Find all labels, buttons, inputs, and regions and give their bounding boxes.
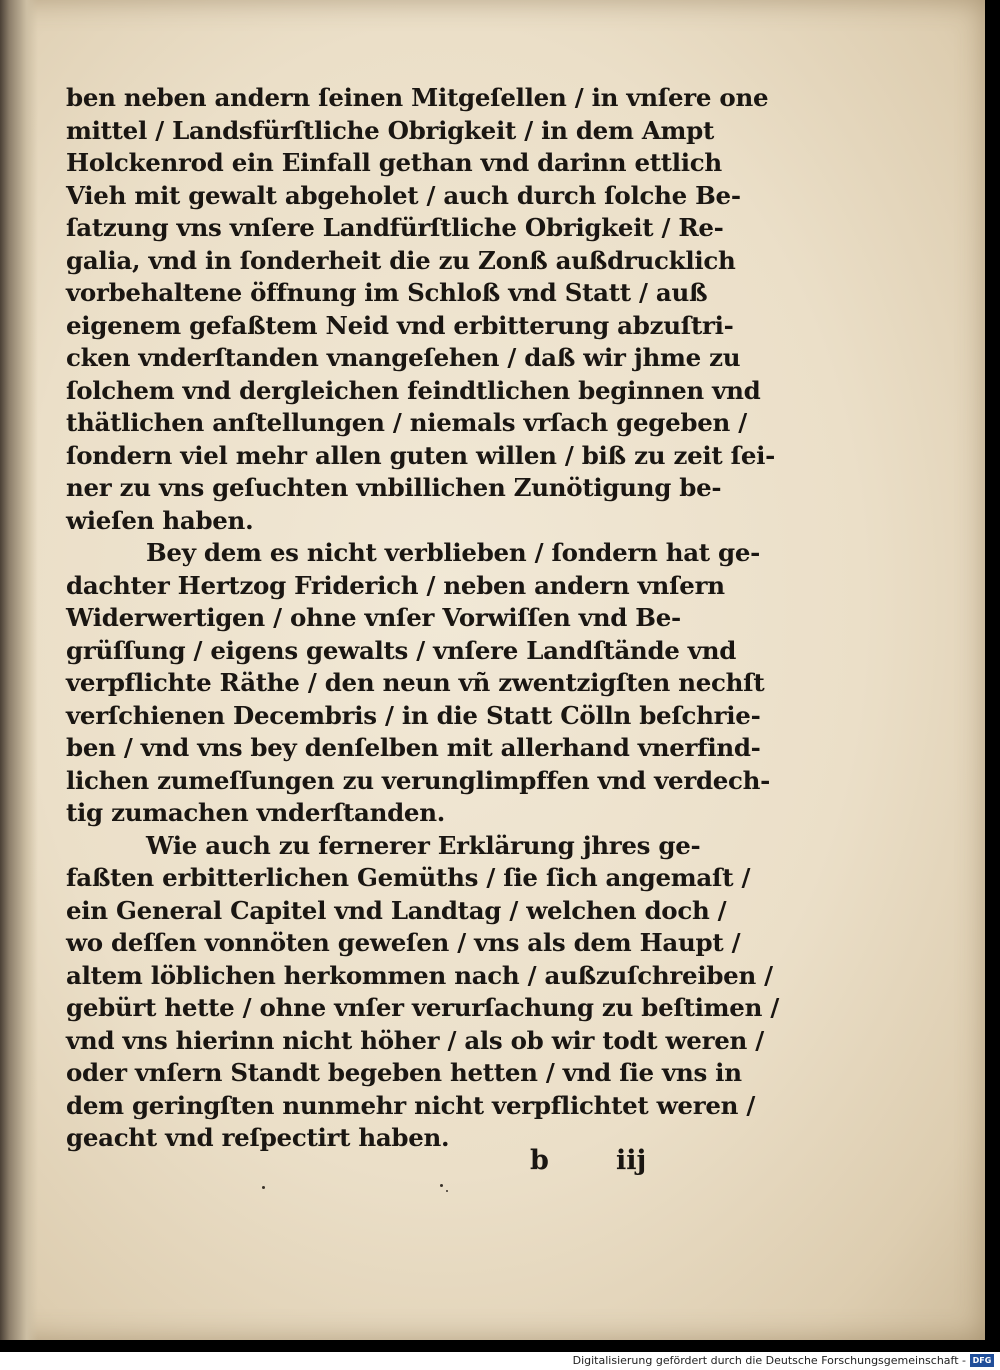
text-line: tig zumachen vnderſtanden. bbox=[66, 798, 445, 827]
page-text bbox=[66, 82, 779, 1155]
text-line: grüſſung / eigens gewalts / vnſere Landſtände vnd bbox=[66, 635, 737, 665]
text-line: ben neben andern ſeinen Mitgeſellen / in vnſere one bbox=[66, 83, 769, 112]
signature-letter: b bbox=[530, 1145, 549, 1176]
text-line: Holckenrod ein Einfall gethan vnd darinn ettlich bbox=[66, 148, 722, 177]
text-line: dachter Hertzog Friderich / neben andern vnſern bbox=[66, 570, 725, 600]
ink-speck bbox=[262, 1186, 265, 1189]
text-line: ein General Capitel vnd Landtag / welchen doch / bbox=[66, 895, 727, 925]
text-line: mittel / Landsfürſtliche Obrigkeit / in dem Ampt bbox=[66, 115, 714, 145]
ink-speck bbox=[446, 1190, 448, 1192]
text-line: vorbehaltene öffnung im Schloß vnd Statt / auß bbox=[66, 278, 708, 307]
text-line: vnd vns hierinn nicht höher / als ob wir todt weren / bbox=[66, 1025, 764, 1055]
text-line: dem geringſten nunmehr nicht verpflichtet weren / bbox=[66, 1090, 755, 1120]
text-line: faßten erbitterlichen Gemüths / ſie ſich angemaſt / bbox=[66, 863, 751, 892]
text-line: wieſen haben. bbox=[66, 505, 254, 535]
dfg-logo: DFG bbox=[970, 1354, 994, 1367]
funding-credit: Digitalisierung gefördert durch die Deutsche Forschungsgemeinschaft - bbox=[572, 1354, 966, 1367]
text-line: Widerwertigen / ohne vnſer Vorwiſſen vnd Be- bbox=[66, 603, 681, 632]
ink-speck bbox=[440, 1184, 443, 1187]
signature-number: iij bbox=[616, 1145, 647, 1176]
text-line: ſondern viel mehr allen guten willen / biß zu zeit ſei- bbox=[66, 440, 776, 470]
text-line: verpflichte Räthe / den neun vñ zwentzigſten nechſt bbox=[66, 668, 765, 697]
paragraph-start-line: Bey dem es nicht verblieben / ſondern hat ge- bbox=[146, 538, 761, 567]
text-line: gebürt hette / ohne vnſer verurſachung zu beſtimen / bbox=[66, 993, 779, 1022]
text-line: Vieh mit gewalt abgeholet / auch durch ſolche Be- bbox=[66, 180, 741, 210]
text-line: galia, vnd in ſonderheit die zu Zonß außdrucklich bbox=[66, 245, 736, 275]
text-line: ner zu vns geſuchten vnbillichen Zunötigung be- bbox=[66, 473, 722, 502]
text-line: geacht vnd reſpectirt haben. bbox=[66, 1123, 450, 1152]
text-line: verſchienen Decembris / in die Statt Cölln beſchrie- bbox=[66, 700, 761, 730]
text-line: oder vnſern Standt begeben hetten / vnd ſie vns in bbox=[66, 1058, 742, 1087]
text-line: lichen zumeſſungen zu verunglimpffen vnd verdech- bbox=[66, 765, 771, 795]
text-line: ben / vnd vns bey denſelben mit allerhand vnerfind- bbox=[66, 733, 761, 762]
text-line: cken vnderſtanden vnangeſehen / daß wir jhme zu bbox=[66, 343, 741, 372]
text-line: ſatzung vns vnſere Landfürſtliche Obrigkeit / Re- bbox=[66, 213, 724, 242]
text-line: altem löblichen herkommen nach / außzuſchreiben / bbox=[66, 960, 773, 990]
text-line: eigenem gefaßtem Neid vnd erbitterung abzuſtri- bbox=[66, 310, 734, 340]
text-line: ſolchem vnd dergleichen feindtlichen beginnen vnd bbox=[66, 375, 761, 405]
text-line: wo deſſen vonnöten geweſen / vns als dem Haupt / bbox=[66, 928, 741, 957]
text-line: thätlichen anſtellungen / niemals vrſach gegeben / bbox=[66, 408, 747, 437]
binding-shadow bbox=[0, 0, 38, 1340]
paragraph-start-line: Wie auch zu fernerer Erklärung jhres ge- bbox=[146, 830, 701, 860]
